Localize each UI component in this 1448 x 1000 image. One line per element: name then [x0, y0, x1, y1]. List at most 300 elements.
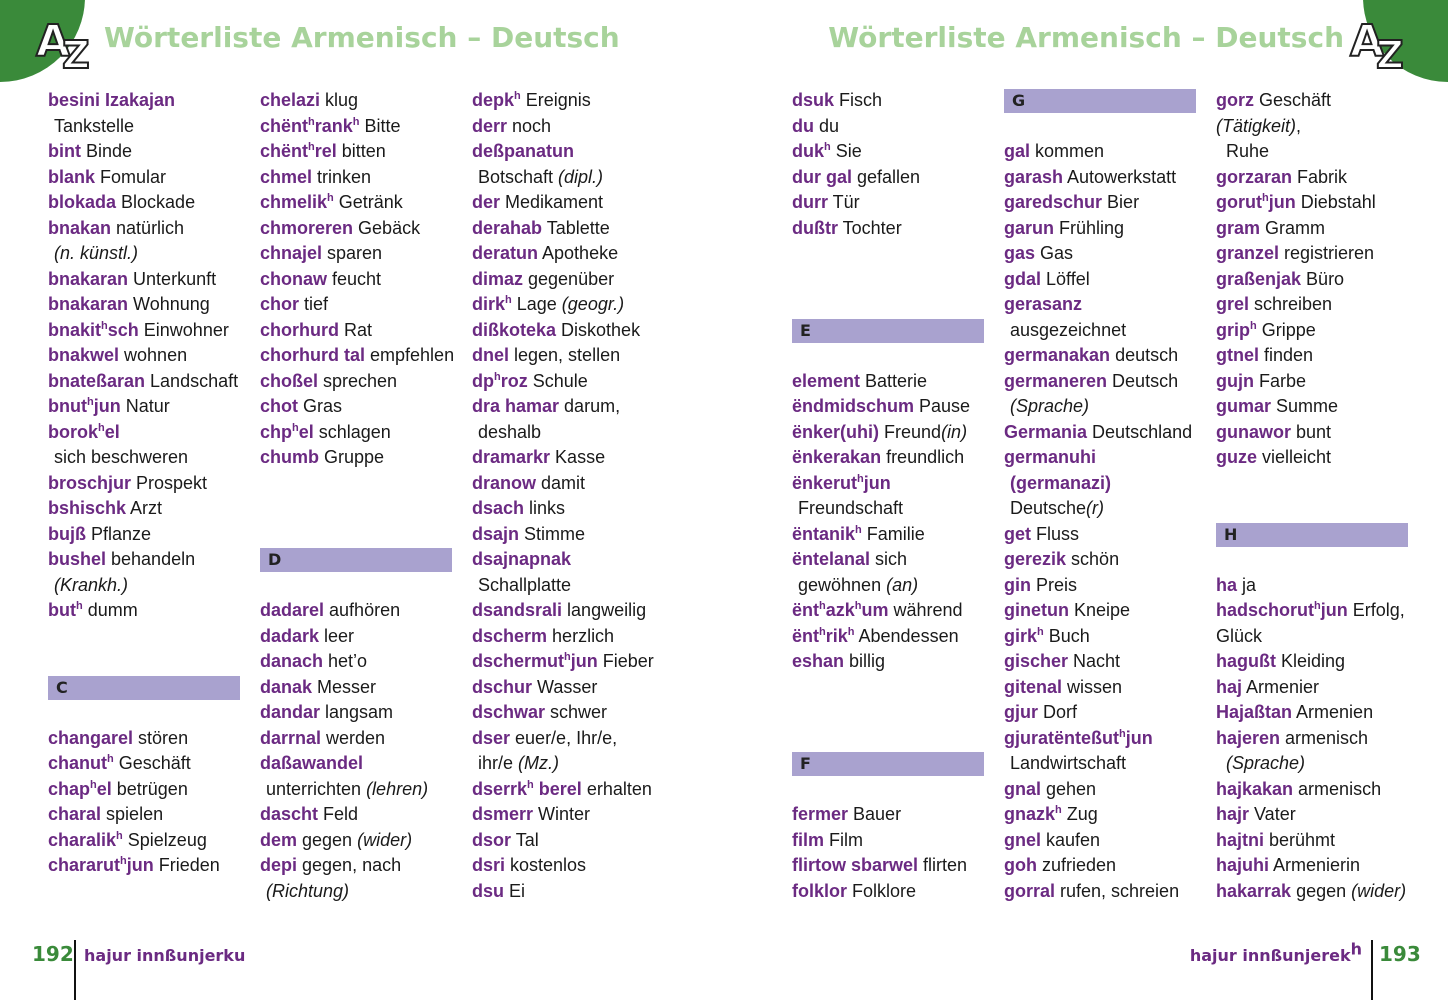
armenian-word: dschur	[472, 676, 533, 697]
dictionary-entry	[1216, 598, 1408, 624]
dictionary-entry	[792, 598, 984, 624]
dictionary-entry	[792, 190, 984, 216]
dictionary-entry	[792, 165, 984, 191]
dictionary-entry	[472, 471, 664, 497]
dictionary-entry	[1216, 88, 1408, 114]
armenian-word: dur gal	[792, 166, 853, 187]
translation-text: noch	[507, 115, 552, 136]
translation-text: klug	[320, 90, 359, 110]
armenian-word: dramarkr	[472, 447, 551, 467]
armenian-word: garash	[1004, 166, 1064, 187]
armenian-word: garedschur	[1004, 192, 1103, 212]
armenian-word: gerezik	[1004, 549, 1067, 569]
dictionary-entry	[1216, 777, 1408, 803]
aspiration-mark: h	[847, 625, 855, 638]
translation-text: Bitte	[359, 115, 401, 136]
dictionary-entry	[48, 802, 240, 828]
armenian-word: deratun	[472, 243, 539, 263]
translation-text: Diskothek	[556, 319, 641, 340]
armenian-word: rel	[314, 141, 337, 161]
translation-text: (Sprache)	[1226, 753, 1306, 773]
armenian-word: du	[792, 115, 814, 136]
entry-continuation	[792, 573, 984, 599]
armenian-word: gnazk	[1004, 804, 1056, 824]
armenian-word: blank	[48, 166, 96, 187]
spacer	[792, 343, 984, 369]
dictionary-entry	[48, 828, 240, 854]
spacer	[1216, 496, 1408, 522]
armenian-word: dsmerr	[472, 804, 534, 824]
dictionary-entry	[1004, 522, 1196, 548]
translation-text: Fluss	[1031, 523, 1080, 544]
translation-text: Prospekt	[131, 472, 208, 493]
armenian-word: chënt	[260, 141, 309, 161]
translation-text: natürlich	[111, 217, 185, 238]
aspiration-mark: h	[855, 523, 862, 536]
translation-text: Freund	[879, 421, 942, 442]
armenian-word: jun	[93, 396, 121, 416]
entry-continuation	[48, 573, 240, 599]
translation-text: sich	[870, 549, 908, 569]
armenian-word: jun	[1125, 727, 1153, 748]
footer-right	[1379, 942, 1421, 966]
translation-text: du	[814, 115, 840, 136]
armenian-word: chorhurd tal	[260, 345, 366, 365]
dictionary-entry	[48, 165, 240, 191]
armenian-word: um	[861, 600, 889, 620]
az-logo-icon: AZ	[36, 16, 82, 77]
armenian-word: dsajn	[472, 523, 520, 544]
armenian-word: bushel	[48, 549, 107, 569]
running-text-left: hajur innßunjerku	[84, 946, 246, 965]
spacer	[792, 700, 984, 726]
armenian-word: gtnel	[1216, 345, 1259, 365]
translation-text: erhalten	[581, 778, 652, 799]
aspiration-mark: h	[120, 855, 127, 867]
armenian-word: bujß	[48, 523, 86, 544]
entry-continuation	[792, 496, 984, 522]
armenian-word: charalik	[48, 829, 117, 850]
entry-continuation	[1004, 496, 1196, 522]
dictionary-entry	[48, 88, 240, 114]
dictionary-entry	[1004, 573, 1196, 599]
translation-text: empfehlen	[365, 345, 455, 365]
entry-continuation	[472, 573, 664, 599]
translation-text: Gras	[298, 396, 343, 416]
armenian-word: bnateßaran	[48, 370, 146, 391]
word-column-5	[1004, 88, 1196, 904]
armenian-word: berel	[533, 778, 582, 799]
armenian-word: dadarel	[260, 600, 325, 620]
translation-text: Pflanze	[86, 523, 152, 544]
aspiration-mark: h	[1119, 727, 1126, 740]
armenian-word: el	[298, 421, 314, 442]
armenian-word: dscherm	[472, 625, 548, 646]
dictionary-entry	[260, 190, 452, 216]
armenian-word: ënt	[792, 625, 819, 646]
aspiration-mark: h	[819, 600, 826, 612]
armenian-word: ginetun	[1004, 600, 1069, 620]
armenian-word: folklor	[792, 880, 848, 901]
translation-text: Ereignis	[520, 90, 591, 110]
translation-text: Gruppe	[319, 447, 385, 467]
dictionary-entry	[48, 547, 240, 573]
armenian-word: dra hamar	[472, 396, 560, 416]
translation-text: deutsch	[1110, 345, 1179, 365]
translation-text: gegen, nach	[297, 855, 402, 875]
footer-running-text-left	[84, 946, 245, 965]
dictionary-entry	[472, 802, 664, 828]
entry-continuation	[1004, 751, 1196, 777]
dictionary-entry	[1216, 267, 1408, 293]
armenian-word: daßawandel	[260, 753, 364, 773]
aspiration-mark: h	[505, 294, 512, 306]
dictionary-entry	[48, 598, 240, 624]
dictionary-entry	[472, 88, 664, 114]
translation-text: Nacht	[1068, 651, 1121, 671]
entry-continuation	[1216, 139, 1408, 165]
translation-text: ja	[1237, 574, 1257, 595]
armenian-word: chumb	[260, 447, 320, 467]
dictionary-entry	[472, 343, 664, 369]
armenian-word: bint	[48, 141, 81, 161]
dictionary-entry	[1004, 853, 1196, 879]
dictionary-entry	[472, 292, 664, 318]
dictionary-entry	[1004, 547, 1196, 573]
dictionary-entry	[48, 751, 240, 777]
armenian-word: gischer	[1004, 651, 1069, 671]
translation-text: Gebäck	[353, 217, 421, 238]
dictionary-entry	[260, 700, 452, 726]
dictionary-entry	[792, 369, 984, 395]
armenian-word: graßenjak	[1216, 268, 1302, 289]
translation-text: Pause	[914, 396, 971, 416]
dictionary-entry	[260, 802, 452, 828]
dictionary-entry	[472, 139, 664, 165]
dictionary-entry	[260, 88, 452, 114]
armenian-word: chmelik	[260, 192, 328, 212]
translation-text: damit	[536, 472, 586, 493]
translation-text: schön	[1066, 549, 1120, 569]
armenian-word: grel	[1216, 294, 1250, 314]
translation-text: (r)	[1086, 498, 1105, 518]
dictionary-entry	[260, 216, 452, 242]
translation-text: Abendessen	[854, 625, 959, 646]
dictionary-entry	[1004, 369, 1196, 395]
dictionary-entry	[48, 369, 240, 395]
translation-text: ,	[1296, 115, 1302, 136]
footer-running-text-right	[1189, 939, 1362, 965]
armenian-word: hagußt	[1216, 651, 1276, 671]
dictionary-entry	[48, 216, 240, 242]
armenian-word: jun	[126, 855, 154, 875]
armenian-word: bnakaran	[48, 268, 129, 289]
translation-text: schlagen	[313, 421, 391, 442]
dictionary-entry	[472, 853, 664, 879]
armenian-word: hadschorut	[1216, 600, 1315, 620]
translation-text: Sie	[830, 141, 862, 161]
dictionary-entry	[1004, 828, 1196, 854]
word-column-2	[260, 88, 455, 904]
entry-continuation	[1004, 318, 1196, 344]
aspiration-mark: h	[527, 778, 534, 791]
dictionary-entry	[1004, 267, 1196, 293]
translation-text: euer/e, Ihr/e,	[510, 727, 618, 748]
armenian-word: hajkakan	[1216, 778, 1294, 799]
aspiration-mark: h	[824, 141, 831, 153]
translation-text: Landwirtschaft	[1010, 753, 1127, 773]
armenian-word: goh	[1004, 855, 1037, 875]
dictionary-entry	[260, 139, 452, 165]
dictionary-entry	[1004, 598, 1196, 624]
armenian-word: danak	[260, 676, 313, 697]
armenian-word: dsu	[472, 880, 505, 901]
armenian-word: charal	[48, 804, 102, 824]
armenian-word: rik	[825, 625, 848, 646]
armenian-word: film	[792, 829, 825, 850]
armenian-word: gerasanz	[1004, 294, 1083, 314]
armenian-word: gitenal	[1004, 676, 1063, 697]
translation-text: Tochter	[837, 217, 902, 238]
dictionary-entry	[260, 751, 452, 777]
dictionary-entry	[48, 496, 240, 522]
translation-text: Fomular	[95, 166, 167, 187]
translation-text: (Krankh.)	[54, 574, 129, 595]
dictionary-entry	[472, 726, 664, 752]
armenian-word: dadark	[260, 625, 320, 646]
dictionary-entry	[792, 139, 984, 165]
aspiration-mark: h	[107, 753, 114, 765]
translation-text: flirten	[918, 855, 968, 875]
dictionary-entry	[48, 343, 240, 369]
dictionary-entry	[48, 420, 240, 446]
entry-continuation	[1216, 624, 1408, 650]
dictionary-entry	[1004, 624, 1196, 650]
dictionary-entry	[472, 216, 664, 242]
translation-text: Bier	[1102, 192, 1140, 212]
dictionary-entry	[472, 445, 664, 471]
armenian-word: dirk	[472, 294, 506, 314]
word-column-4	[792, 88, 984, 904]
translation-text: vielleicht	[1257, 447, 1332, 467]
armenian-word: dsajnapnak	[472, 549, 572, 569]
translation-text: Winter	[533, 804, 591, 824]
translation-text: Wohnung	[128, 294, 210, 314]
section-letter-header: H	[1216, 523, 1408, 547]
armenian-word: hajtni	[1216, 829, 1264, 850]
page-title-right: Wörterliste Armenisch – Deutsch	[828, 21, 1344, 54]
dictionary-entry	[472, 241, 664, 267]
translation-text: Natur	[120, 396, 170, 416]
entry-continuation	[472, 420, 664, 446]
armenian-word: flirtow sbarwel	[792, 855, 919, 875]
armenian-word: chot	[260, 396, 298, 416]
translation-text: Kneipe	[1069, 600, 1131, 620]
dictionary-entry	[260, 318, 452, 344]
dictionary-entry	[472, 547, 664, 573]
spacer	[48, 624, 240, 650]
dictionary-entry	[1004, 343, 1196, 369]
armenian-word: garun	[1004, 217, 1055, 238]
translation-text: Blockade	[116, 192, 196, 212]
translation-text: Medikament	[500, 192, 604, 212]
dictionary-entry	[260, 828, 452, 854]
spacer	[792, 777, 984, 803]
translation-text: Glück	[1216, 625, 1263, 646]
aspiration-mark: h	[90, 778, 97, 791]
aspiration-mark: h	[1250, 319, 1257, 332]
translation-text: Gramm	[1260, 217, 1326, 238]
armenian-word: chanut	[48, 753, 108, 773]
armenian-word: Germania	[1004, 421, 1088, 442]
translation-text: berühmt	[1264, 829, 1336, 850]
translation-text: Farbe	[1254, 370, 1307, 391]
dictionary-entry	[1004, 675, 1196, 701]
armenian-word: roz	[500, 370, 528, 391]
armenian-word: bnut	[48, 396, 87, 416]
armenian-word: gnel	[1004, 829, 1042, 850]
armenian-word: chorhurd	[260, 319, 339, 340]
dictionary-entry	[1216, 828, 1408, 854]
translation-text: Unterkunft	[128, 268, 217, 289]
translation-text: herzlich	[547, 625, 615, 646]
aspiration-mark: h	[86, 396, 94, 408]
translation-text: (Mz.)	[518, 753, 560, 773]
dictionary-entry	[792, 547, 984, 573]
dictionary-entry	[472, 675, 664, 701]
translation-text: behandeln	[106, 549, 196, 569]
armenian-word: depk	[472, 90, 515, 110]
translation-text: gegenüber	[523, 268, 615, 289]
translation-text: gehen	[1041, 778, 1097, 799]
aspiration-mark: h	[1055, 804, 1062, 816]
dictionary-entry	[472, 267, 664, 293]
dictionary-entry	[260, 114, 452, 140]
translation-text: Feld	[318, 804, 359, 824]
translation-text: Ei	[504, 880, 526, 901]
armenian-word: (germanazi)	[1010, 472, 1112, 493]
dictionary-entry	[472, 828, 664, 854]
armenian-word: gjur	[1004, 702, 1038, 722]
dictionary-entry	[1004, 802, 1196, 828]
entry-continuation	[48, 241, 240, 267]
dictionary-entry	[1004, 292, 1196, 318]
dictionary-entry	[472, 369, 664, 395]
armenian-word: chararut	[48, 855, 121, 875]
translation-text: Buch	[1043, 625, 1090, 646]
dictionary-entry	[260, 394, 452, 420]
armenian-word: dsri	[472, 855, 506, 875]
translation-text: Zug	[1061, 804, 1098, 824]
armenian-word: dschwar	[472, 702, 546, 722]
translation-text: Tablette	[542, 217, 610, 238]
armenian-word: dschermut	[472, 651, 565, 671]
translation-text: betrügen	[111, 778, 188, 799]
translation-text: rufen, schreien	[1055, 880, 1180, 901]
dictionary-entry	[1216, 394, 1408, 420]
translation-text: Grippe	[1256, 319, 1316, 340]
dictionary-entry	[1004, 190, 1196, 216]
armenian-word: Hajaßtan	[1216, 702, 1293, 722]
translation-text: bunt	[1291, 421, 1332, 442]
dictionary-entry	[1216, 190, 1408, 216]
armenian-word: but	[48, 600, 76, 620]
translation-text: freundlich	[881, 447, 965, 467]
armenian-word: chënt	[260, 115, 309, 136]
armenian-word: dsach	[472, 498, 525, 518]
translation-text: Folklore	[847, 880, 917, 901]
page-number-left: 192	[32, 942, 74, 966]
spacer	[260, 522, 452, 548]
translation-text: Bauer	[848, 804, 902, 824]
translation-text: Getränk	[333, 192, 403, 212]
aspiration-mark: h	[1037, 625, 1044, 638]
dictionary-entry	[792, 828, 984, 854]
translation-text: Rat	[339, 319, 373, 340]
translation-text: Stimme	[519, 523, 586, 544]
armenian-word: choßel	[260, 370, 319, 391]
dictionary-entry	[1216, 802, 1408, 828]
translation-text: (n. künstl.)	[54, 243, 139, 263]
dictionary-entry	[472, 777, 664, 803]
armenian-word: chelazi	[260, 90, 321, 110]
armenian-word: get	[1004, 523, 1031, 544]
dictionary-entry	[1004, 165, 1196, 191]
dictionary-entry	[1216, 879, 1408, 905]
armenian-word: deßpanatun	[472, 141, 574, 161]
armenian-word: borok	[48, 421, 99, 442]
translation-text: kaufen	[1041, 829, 1101, 850]
translation-text: Einwohner	[138, 319, 229, 340]
translation-text: Familie	[861, 523, 925, 544]
translation-text: billig	[844, 651, 886, 671]
dictionary-entry	[260, 598, 452, 624]
armenian-word: gorral	[1004, 880, 1056, 901]
dictionary-entry	[48, 853, 240, 879]
translation-text: Armenier	[1242, 676, 1320, 697]
dictionary-entry	[792, 471, 984, 497]
dictionary-entry	[1004, 241, 1196, 267]
dictionary-entry	[1216, 853, 1408, 879]
translation-text: Kleiding	[1276, 651, 1346, 671]
entry-continuation	[1216, 114, 1408, 140]
translation-text: Freundschaft	[798, 498, 904, 518]
dictionary-entry	[1216, 700, 1408, 726]
translation-text: Frieden	[153, 855, 220, 875]
armenian-word: haj	[1216, 676, 1243, 697]
armenian-word: chp	[260, 421, 293, 442]
dictionary-entry	[792, 522, 984, 548]
spacer	[792, 267, 984, 293]
dictionary-entry	[1004, 726, 1196, 752]
translation-text: armenisch	[1293, 778, 1382, 799]
spacer	[48, 649, 240, 675]
entry-continuation	[1004, 471, 1196, 497]
dictionary-entry	[1216, 318, 1408, 344]
armenian-word: dascht	[260, 804, 319, 824]
translation-text: wohnen	[119, 345, 188, 365]
translation-text: (geogr.)	[561, 294, 625, 314]
dictionary-entry	[1004, 445, 1196, 471]
translation-text: (Sprache)	[1010, 396, 1090, 416]
armenian-word: element	[792, 370, 861, 391]
armenian-word: dußtr	[792, 217, 838, 238]
armenian-word: bnakit	[48, 319, 102, 340]
armenian-word: ëntelanal	[792, 549, 871, 569]
dictionary-entry	[472, 496, 664, 522]
dictionary-entry	[260, 726, 452, 752]
dictionary-entry	[472, 114, 664, 140]
